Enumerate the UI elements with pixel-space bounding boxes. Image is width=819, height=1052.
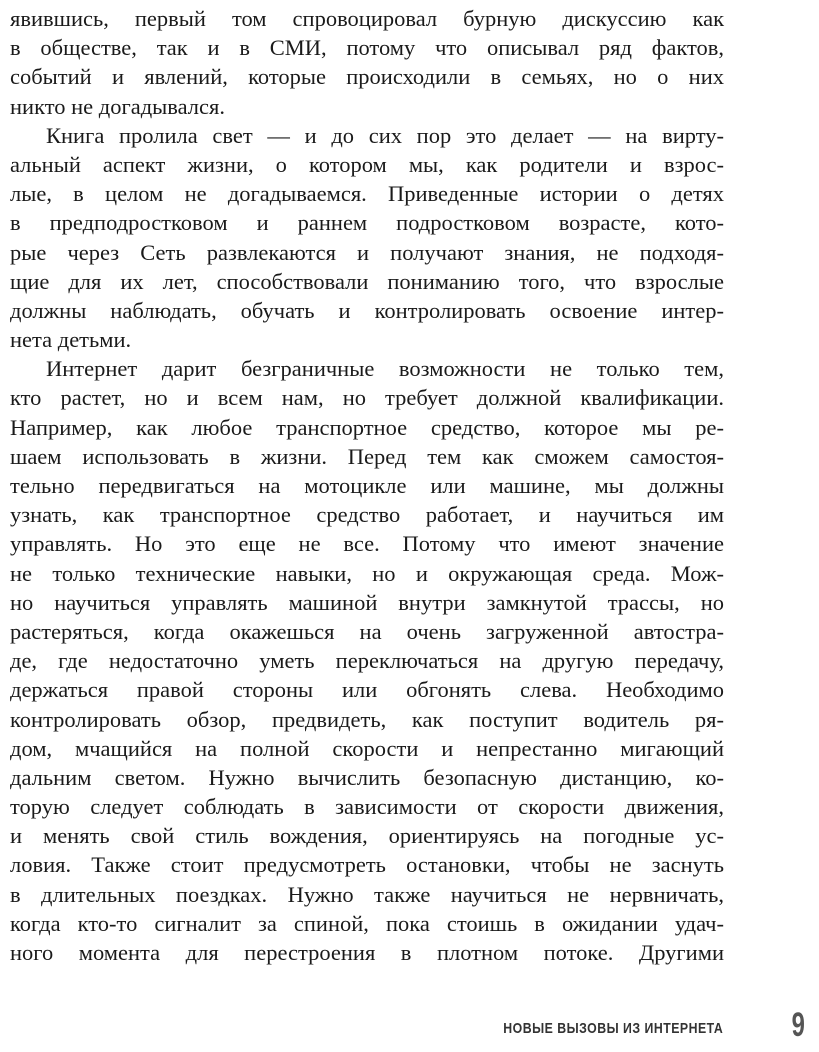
- text-line: в предподростковом и раннем подростковом возрасте, кото-: [10, 210, 724, 236]
- text-line: должны наблюдать, обучать и контролировать освоение интер-: [10, 297, 724, 323]
- text-line: но научиться управлять машиной внутри замкнутой трассы, но: [10, 589, 724, 615]
- paragraph-3: [10, 354, 724, 967]
- text-line: держаться правой стороны или обгонять слева. Необходимо: [10, 677, 724, 703]
- text-line: дальним светом. Нужно вычислить безопасную дистанцию, ко-: [10, 764, 724, 790]
- text-line: явившись, первый том спровоцировал бурную дискуссию как: [10, 6, 724, 31]
- text-line: в длительных поездках. Нужно также научиться не нервничать,: [10, 881, 724, 907]
- text-line: никто не догадывался.: [10, 93, 225, 119]
- text-line: когда кто-то сигналит за спиной, пока стоишь в ожидании удач-: [10, 910, 724, 936]
- running-title: НОВЫЕ ВЫЗОВЫ ИЗ ИНТЕРНЕТА: [503, 1020, 723, 1037]
- text-line: де, где недостаточно уметь переключаться на другую передачу,: [10, 648, 724, 674]
- page-footer: [0, 1006, 819, 1050]
- text-line: ного момента для перестроения в плотном потоке. Другими: [10, 940, 724, 965]
- paragraph-2: [10, 121, 724, 355]
- text-line: Книга пролила свет — и до сих пор это делает — на вирту-: [46, 122, 724, 148]
- text-line: кто растет, но и всем нам, но требует должной квалификации.: [10, 385, 724, 411]
- text-line: контролировать обзор, предвидеть, как поступит водитель ря-: [10, 706, 724, 732]
- text-line: узнать, как транспортное средство работает, и научиться им: [10, 502, 724, 528]
- text-line: Например, как любое транспортное средство, которое мы ре-: [10, 414, 724, 440]
- text-line: торую следует соблюдать в зависимости от скорости движения,: [10, 794, 724, 820]
- text-line: тельно передвигаться на мотоцикле или машине, мы должны: [10, 473, 724, 498]
- text-line: в обществе, так и в СМИ, потому что описывал ряд фактов,: [10, 35, 724, 61]
- text-line: управлять. Но это еще не все. Потому что имеют значение: [10, 531, 724, 557]
- text-line: нета детьми.: [10, 327, 132, 353]
- text-line: не только технические навыки, но и окружающая среда. Мож-: [10, 560, 724, 586]
- text-line: шаем использовать в жизни. Перед тем как сможем самостоя-: [10, 443, 724, 469]
- text-line: лые, в целом не догадываемся. Приведенные истории о детях: [10, 181, 724, 207]
- text-line: растеряться, когда окажешься на очень загруженной автостра-: [10, 618, 724, 644]
- page-number: 9: [791, 1006, 805, 1044]
- text-line: событий и явлений, которые происходили в семьях, но о них: [10, 64, 724, 90]
- text-line: щие для их лет, способствовали пониманию того, что взрослые: [10, 268, 724, 294]
- text-line: ловия. Также стоит предусмотреть остановки, чтобы не заснуть: [10, 852, 724, 878]
- text-line: Интернет дарит безграничные возможности не только тем,: [46, 356, 724, 382]
- text-line: альный аспект жизни, о котором мы, как родители и взрос-: [10, 151, 724, 177]
- text-line: дом, мчащийся на полной скорости и непрестанно мигающий: [10, 735, 724, 761]
- paragraph-1: [10, 4, 724, 121]
- text-line: рые через Сеть развлекаются и получают знания, не подходя-: [10, 239, 724, 265]
- text-line: и менять свой стиль вождения, ориентируясь на погодные ус-: [10, 823, 724, 849]
- page-body: [10, 4, 724, 967]
